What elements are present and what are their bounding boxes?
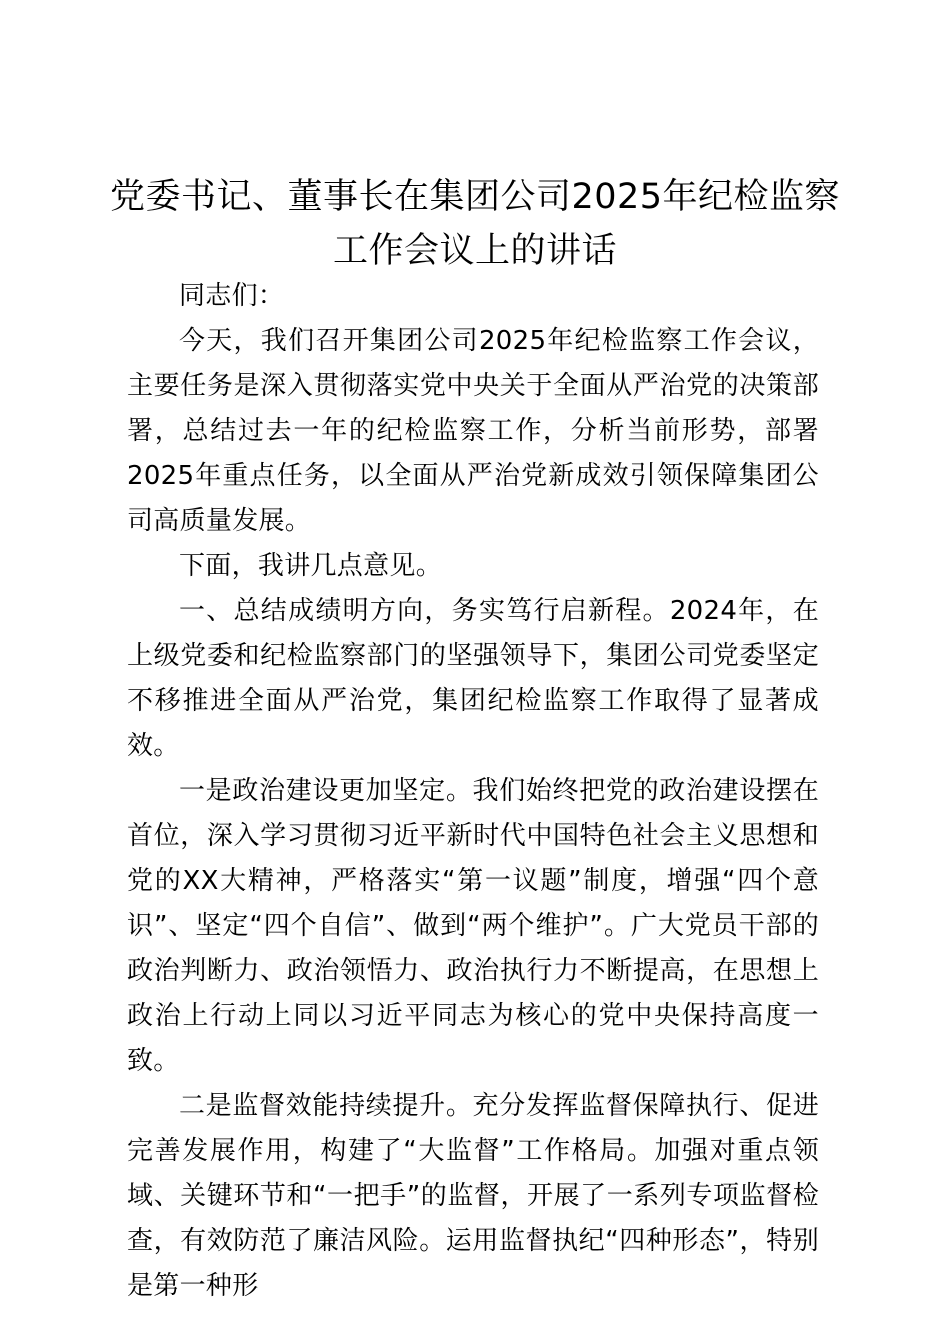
document-body: [127, 274, 819, 1309]
paragraph-section-one: 一、总结成绩明方向，务实笃行启新程。2024年，在上级党委和纪检监察部门的坚强领导下，集团公司党委坚定不移推进全面从严治党，集团纪检监察工作取得了显著成效。: [127, 596, 819, 761]
paragraph-salutation: 同志们：: [179, 281, 285, 311]
paragraph-transition: 下面，我讲几点意见。: [179, 551, 443, 581]
paragraph-intro: 今天，我们召开集团公司2025年纪检监察工作会议，主要任务是深入贯彻落实党中央关于全面从严治党的决策部署，总结过去一年的纪检监察工作，分析当前形势，部署2025年重点任务，以全面从严治党新成效引领保障集团公司高质量发展。: [127, 326, 819, 536]
paragraph-point-two: 二是监督效能持续提升。充分发挥监督保障执行、促进完善发展作用，构建了“大监督”工作格局。加强对重点领域、关键环节和“一把手”的监督，开展了一系列专项监督检查，有效防范了廉洁风险。运用监督执纪“四种形态”，特别是第一种形: [127, 1091, 819, 1301]
document-title: 党委书记、董事长在集团公司2025年纪检监察工作会议上的讲话: [109, 177, 841, 271]
paragraph-point-one: 一是政治建设更加坚定。我们始终把党的政治建设摆在首位，深入学习贯彻习近平新时代中国特色社会主义思想和党的XX大精神，严格落实“第一议题”制度，增强“四个意识”、坚定“四个自信”、做到“两个维护”。广大党员干部的政治判断力、政治领悟力、政治执行力不断提高，在思想上政治上行动上同以习近平同志为核心的党中央保持高度一致。: [127, 776, 819, 1076]
